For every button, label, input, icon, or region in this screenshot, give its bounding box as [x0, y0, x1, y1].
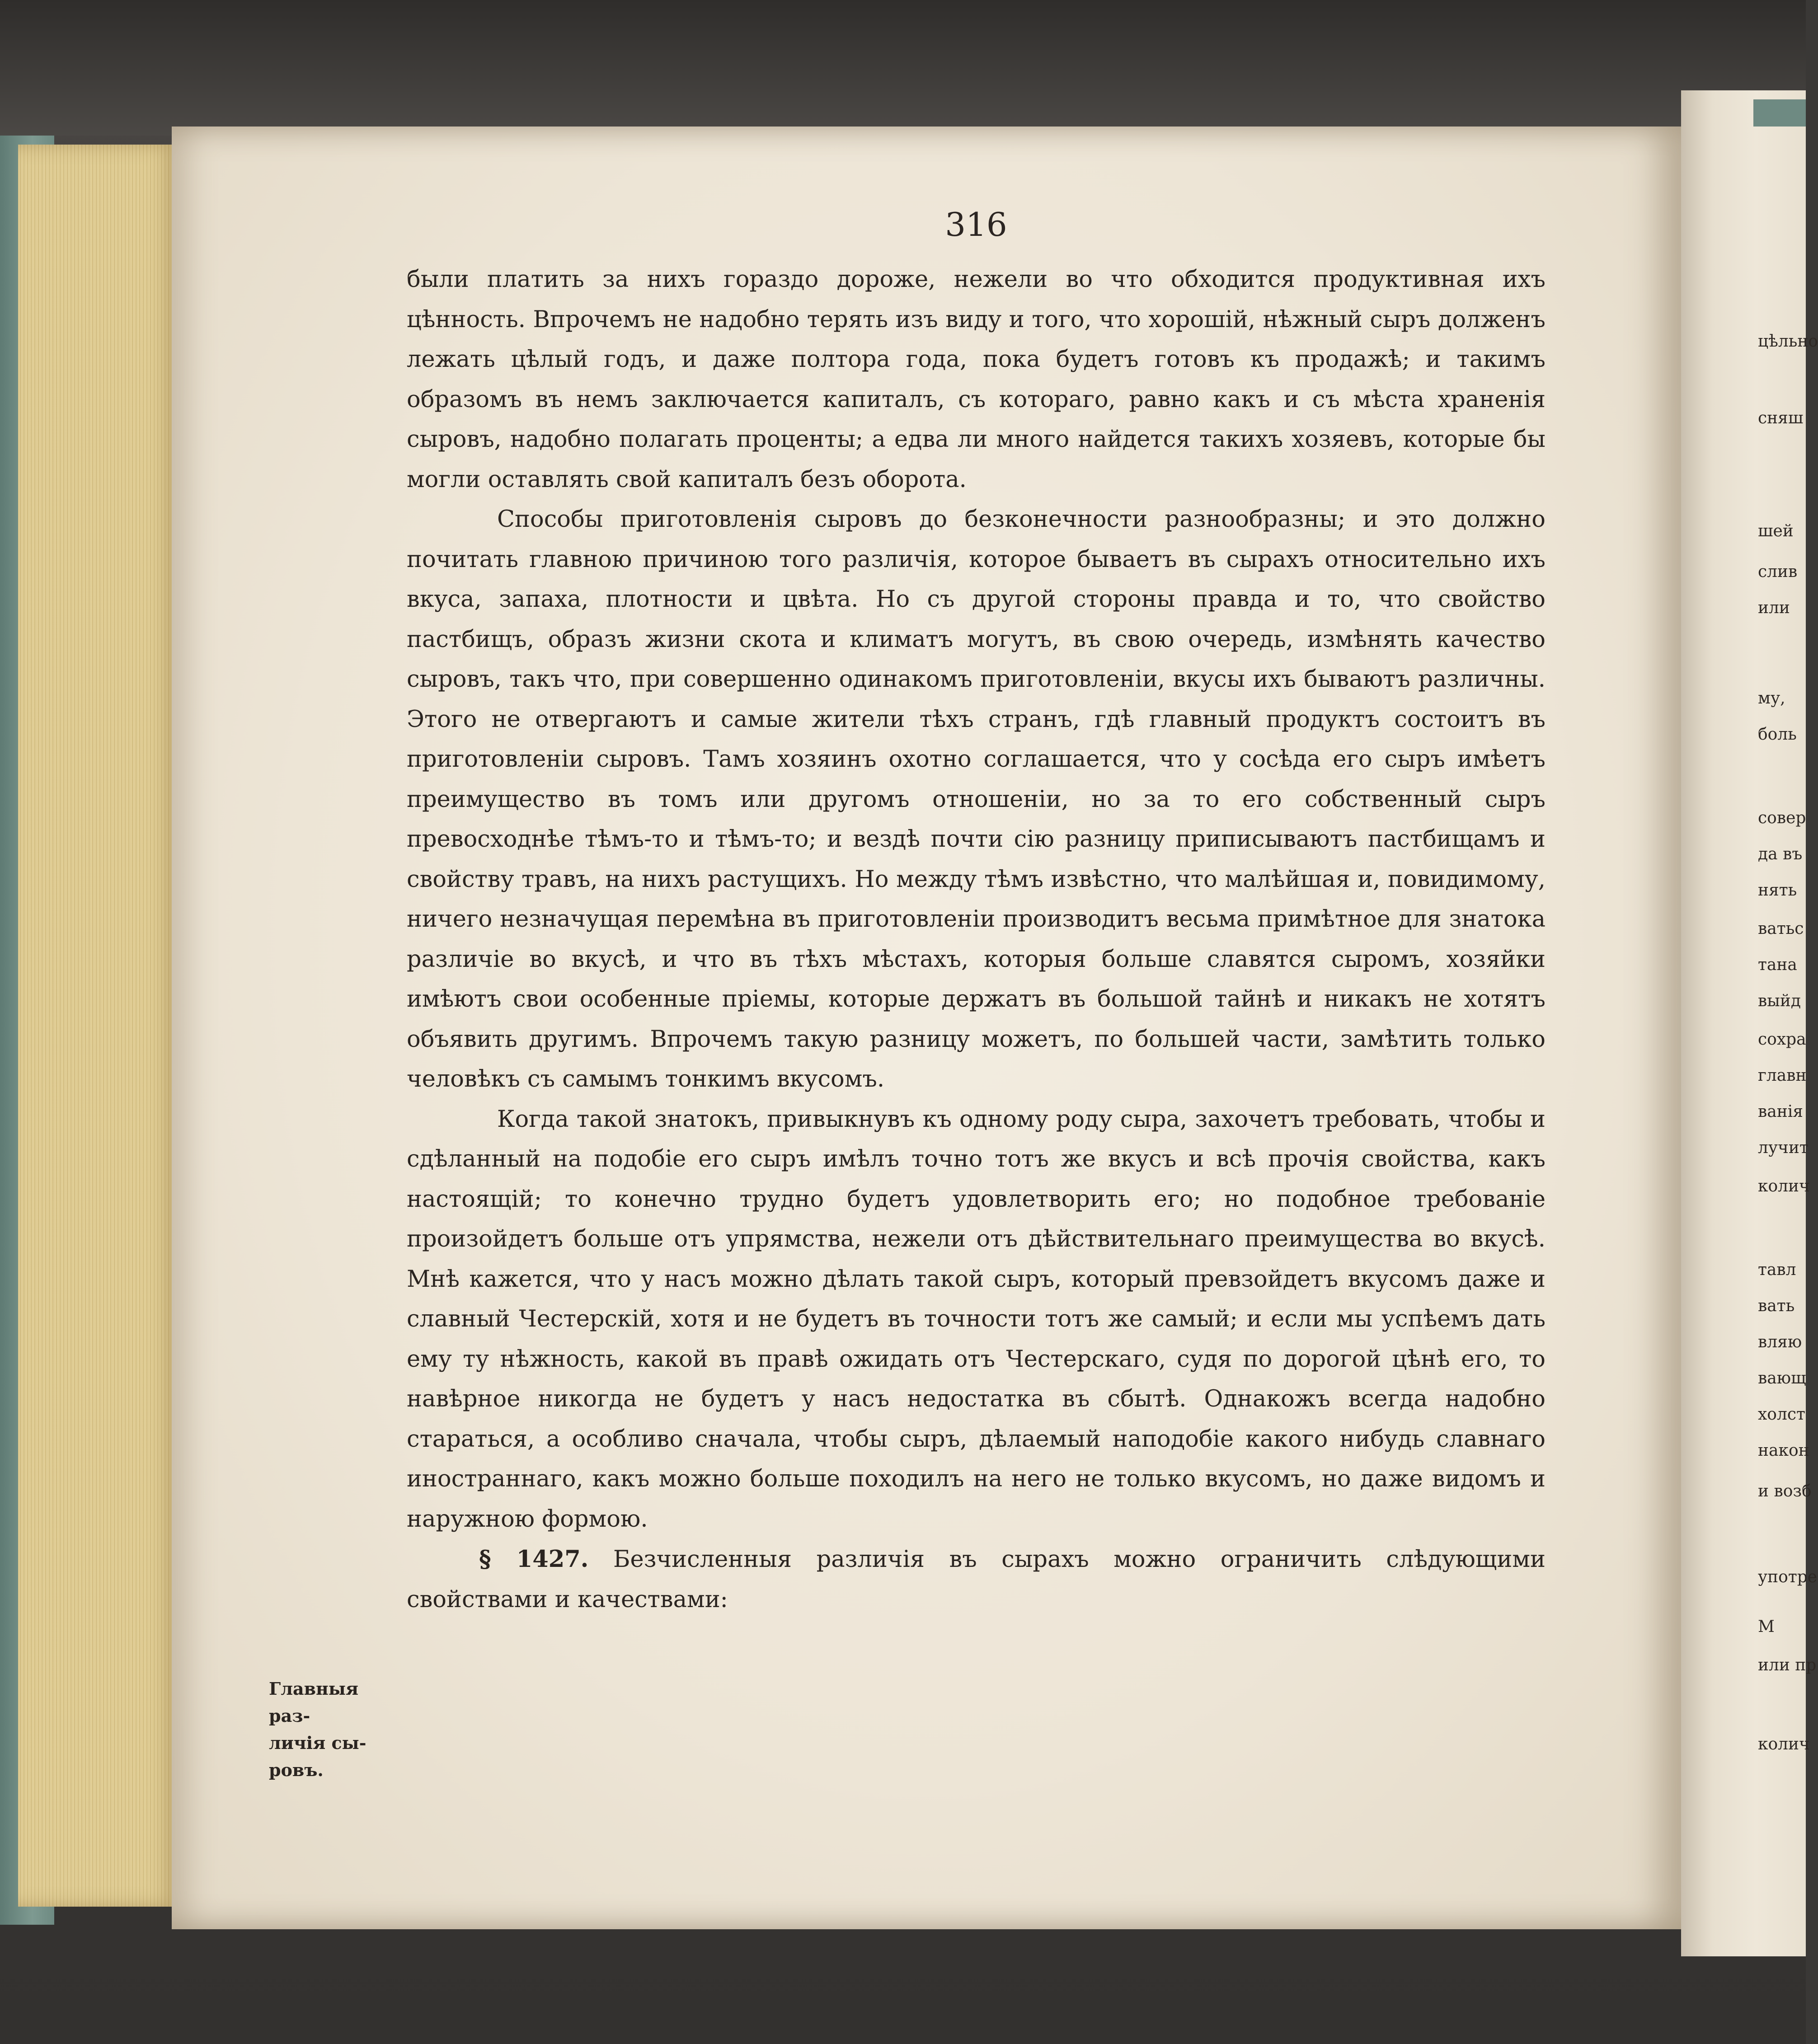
facing-page-fragment: шей	[1758, 522, 1794, 540]
facing-page-fragment: ватьс	[1758, 919, 1804, 938]
facing-page-fragment: након	[1758, 1441, 1809, 1460]
facing-page-fragment: вать	[1758, 1297, 1795, 1315]
facing-page-fragment: слив	[1758, 563, 1798, 581]
marginal-note-line: ровъ.	[269, 1760, 324, 1780]
facing-page-fragment: вляю	[1758, 1333, 1802, 1351]
background-table	[0, 0, 1806, 136]
section-paragraph	[407, 1539, 1546, 1620]
facing-page-fragment: сохра	[1758, 1030, 1806, 1049]
facing-page-fragment: и возб	[1758, 1482, 1812, 1500]
paragraph: Когда такой знатокъ, привыкнувъ къ одному роду сыра, захочетъ требовать, чтобы и сдѣланный на подобіе его сыръ имѣлъ точно тотъ же вкусъ и всѣ прочія свойства, какъ настоящій; то конечно трудно будетъ удовлетворить его; но подобное требованіе произойдетъ больше отъ упрямства, нежели отъ дѣйствительнаго преимущества во вкусѣ. Мнѣ кажется, что у насъ можно дѣлать такой сыръ, который превзойдетъ вкусомъ даже и славный Честерскій, хотя и не будетъ въ точности тотъ же самый; и если мы успѣемъ дать ему ту нѣжность, какой въ правѣ ожидать отъ Честерскаго, судя по дорогой цѣнѣ его, то навѣрное никогда не будетъ у насъ недостатка въ сбытѣ. Однакожъ всегда надобно стараться, а особливо сначала, чтобы сыръ, дѣлаемый наподобіе какого нибудь славнаго иностраннаго, какъ можно больше походилъ на него не только вкусомъ, но даже видомъ и наружною формою.	[407, 1106, 1546, 1533]
facing-page-fragment: му,	[1758, 689, 1785, 708]
facing-page-fragment: тана	[1758, 956, 1797, 974]
facing-page-fragment: ванія	[1758, 1102, 1803, 1121]
page-body-text	[407, 260, 1546, 1620]
facing-page-fragment: или пр	[1758, 1656, 1817, 1674]
facing-page-fragment: боль	[1758, 725, 1797, 744]
facing-page-fragment: колич	[1758, 1735, 1810, 1753]
facing-page	[1681, 90, 1818, 1956]
facing-page-fragment: лучит	[1758, 1139, 1809, 1157]
section-number: § 1427.	[479, 1546, 589, 1573]
page-number: 316	[945, 206, 1007, 244]
facing-page-fragment: да въ	[1758, 845, 1803, 863]
marginal-note-line: личія сы-	[269, 1733, 366, 1753]
facing-page-fragment: употре	[1758, 1568, 1818, 1586]
facing-page-fragment: вающ	[1758, 1369, 1806, 1388]
marginal-note-line: Главныя раз-	[269, 1678, 359, 1726]
facing-page-fragment: М	[1758, 1617, 1775, 1636]
facing-cover-edge	[1753, 99, 1806, 127]
facing-page-fragment: тавл	[1758, 1261, 1796, 1279]
section-text: Безчисленныя различія въ сырахъ можно ограничить слѣдующими свойствами и качествами:	[407, 1546, 1546, 1613]
facing-page-fragment: совер	[1758, 809, 1806, 827]
facing-page-fragment: или	[1758, 599, 1790, 617]
facing-page-fragment: выйд	[1758, 992, 1801, 1010]
facing-page-fragment: главн	[1758, 1066, 1807, 1085]
facing-page-fragment: колич	[1758, 1177, 1810, 1195]
paragraph: Способы приготовленія сыровъ до безконечности разнообразны; и это должно почитать главною причиною того различія, которое бываетъ въ сырахъ относительно ихъ вкуса, запаха, плотности и цвѣта. Но съ другой стороны правда и то, что свойство пастбищъ, образъ жизни скота и климатъ могутъ, въ свою очередь, измѣнять качество сыровъ, такъ что, при совершенно одинакомъ приготовленіи, вкусы ихъ бываютъ различны. Этого не отвергаютъ и самые жители тѣхъ странъ, гдѣ главный продуктъ состоитъ въ приготовленіи сыровъ. Тамъ хозяинъ охотно соглашается, что у сосѣда его сыръ имѣетъ преимущество въ томъ или другомъ отношеніи, но за то его собственный сыръ превосходнѣе тѣмъ-то и тѣмъ-то; и вездѣ почти сію разницу приписываютъ пастбищамъ и свойству травъ, на нихъ растущихъ. Но между тѣмъ извѣстно, что малѣйшая и, повидимому, ничего незначущая перемѣна въ приготовленіи производитъ весьма примѣтное для знатока различіе во вкусѣ, и что въ тѣхъ мѣстахъ, которыя больше славятся сыромъ, хозяйки имѣютъ свои особенные пріемы, которые держатъ въ большой тайнѣ и никакъ не хотятъ объявить другимъ. Впрочемъ такую разницу можетъ, по большей части, замѣтить только человѣкъ съ самымъ тонкимъ вкусомъ.	[407, 506, 1546, 1092]
facing-page-fragment: сняш	[1758, 409, 1804, 427]
facing-page-fragment: цѣльно	[1758, 332, 1818, 351]
facing-page-fragment: нять	[1758, 881, 1797, 900]
marginal-note	[269, 1675, 404, 1784]
page-block-edges	[18, 145, 181, 1907]
facing-page-fragment: холст	[1758, 1405, 1805, 1424]
paragraph: были платить за нихъ гораздо дороже, нежели во что обходится продуктивная ихъ цѣнность. Впрочемъ не надобно терять изъ виду и того, что хорошій, нѣжный сыръ долженъ лежать цѣлый годъ, и даже полтора года, пока будетъ готовъ къ продажѣ; и такимъ образомъ въ немъ заключается капиталъ, съ котораго, равно какъ и съ мѣста храненія сыровъ, надобно полагать проценты; а едва ли много найдется такихъ хозяевъ, которые бы могли оставлять свой капиталъ безъ оборота.	[407, 266, 1546, 493]
